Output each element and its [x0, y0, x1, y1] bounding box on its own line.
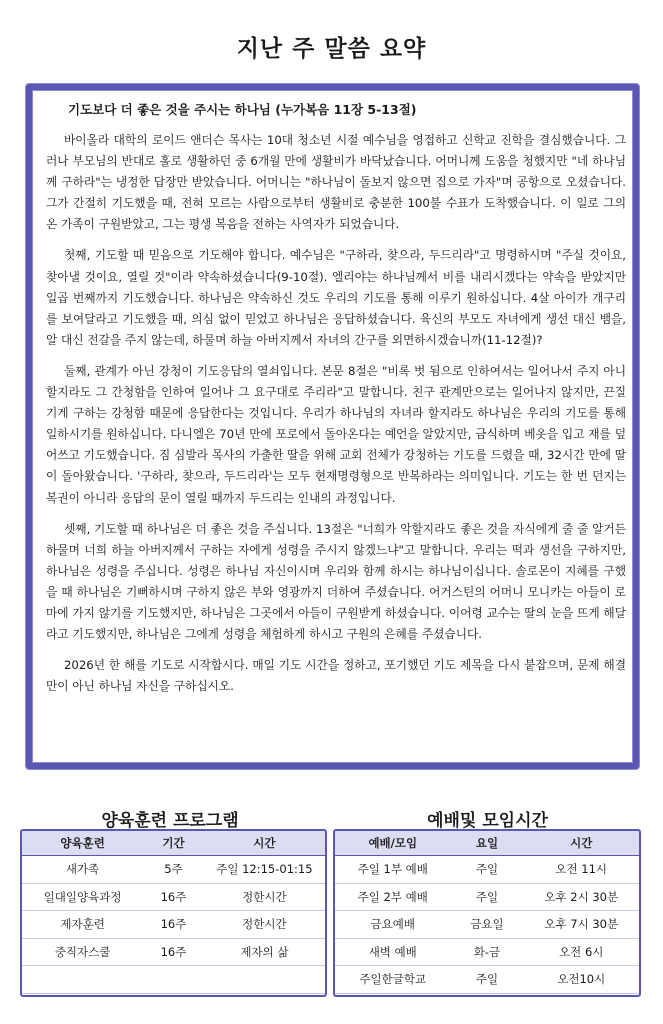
training-table [22, 831, 325, 994]
worship-cell: 오전 11시 [523, 856, 639, 884]
table-row [335, 966, 639, 994]
worship-header-row [335, 831, 639, 856]
worship-cell: 오후 7시 30분 [523, 911, 639, 939]
training-cell: 16주 [143, 883, 204, 911]
training-table-box [20, 829, 327, 997]
worship-cell: 주일 [451, 966, 524, 994]
training-cell: 정한시간 [204, 911, 325, 939]
sermon-paragraph-closing: 2026년 한 해를 기도로 시작합시다. 매일 기도 시간을 정하고, 포기했던 기도 제목을 다시 붙잡으며, 문제 해결만이 아닌 하나님 자신을 구하십시오. [46, 658, 626, 694]
training-header-row [22, 831, 325, 856]
training-cell: 새가족 [22, 856, 143, 884]
table-row-empty [22, 966, 325, 994]
training-cell: 일대일양육과정 [22, 883, 143, 911]
training-header-duration: 기간 [143, 831, 204, 856]
worship-header-service: 예배/모임 [335, 831, 451, 856]
worship-header-day: 요일 [451, 831, 524, 856]
training-cell: 제자의 삶 [204, 938, 325, 966]
training-header-time: 시간 [204, 831, 325, 856]
table-row [22, 856, 325, 884]
training-cell: 중직자스쿨 [22, 938, 143, 966]
worship-cell: 새벽 예배 [335, 938, 451, 966]
table-row [335, 883, 639, 911]
training-section-title: 양육훈련 프로그램 [101, 811, 239, 831]
training-cell: 제자훈련 [22, 911, 143, 939]
training-cell [204, 966, 325, 994]
sermon-summary-frame [26, 84, 639, 769]
worship-cell: 주일 1부 예배 [335, 856, 451, 884]
worship-cell: 금요예배 [335, 911, 451, 939]
worship-cell: 주일 [451, 883, 524, 911]
training-cell [22, 966, 143, 994]
worship-cell: 주일한글학교 [335, 966, 451, 994]
training-cell: 정한시간 [204, 883, 325, 911]
worship-cell: 주일 [451, 856, 524, 884]
training-cell: 주일 12:15-01:15 [204, 856, 325, 884]
worship-header-time: 시간 [523, 831, 639, 856]
table-row [335, 856, 639, 884]
table-row [22, 883, 325, 911]
worship-cell: 오전10시 [523, 966, 639, 994]
sermon-title: 기도보다 더 좋은 것을 주시는 하나님 (누가복음 11장 5-13절) [68, 102, 417, 117]
worship-cell: 주일 2부 예배 [335, 883, 451, 911]
table-row [335, 911, 639, 939]
worship-table-box [333, 829, 641, 997]
worship-cell: 화-금 [451, 938, 524, 966]
training-header-program: 양육훈련 [22, 831, 143, 856]
training-cell: 5주 [143, 856, 204, 884]
training-cell [143, 966, 204, 994]
worship-cell: 오후 2시 30분 [523, 883, 639, 911]
table-row [22, 938, 325, 966]
worship-section-title: 예배및 모임시간 [427, 811, 548, 831]
page-title: 지난 주 말씀 요약 [236, 36, 427, 62]
worship-cell: 금요일 [451, 911, 524, 939]
sermon-paragraph-intro: 바이올라 대학의 로이드 앤더슨 목사는 10대 청소년 시절 예수님을 영접하고 신학교 진학을 결심했습니다. 그러나 부모님의 반대로 홀로 생활하던 중 6개월 만에 생활비가 바닥났습니다. 어머니께 도움을 청했지만 "네 하나님께 구하라"는 냉정한 답장만 받았습니다. 어머니는 "하나님이 돌보지 않으면 집으로 가자"며 공항으로 오셨습니다. 그가 간절히 기도했을 때, 전혀 모르는 사람으로부터 생활비로 충분한 100불 수표가 도착했습니다. 이 일로 그의 온 가족이 구원받았고, 그는 평생 복음을 전하는 사역자가 되었습니다. [46, 133, 626, 232]
sermon-paragraph-third: 셋째, 기도할 때 하나님은 더 좋은 것을 주십니다. 13절은 "너희가 악할지라도 좋은 것을 자식에게 줄 줄 알거든 하물며 너희 하늘 아버지께서 구하는 자에게 성령을 주시지 않겠느냐"고 말합니다. 우리는 떡과 생선을 구하지만, 하나님은 성령을 주십니다. 성령은 하나님 자신이시며 우리와 함께 하시는 하나님이십니다. 솔로몬이 지혜를 구했을 때 하나님은 기뻐하시며 구하지 않은 부와 영광까지 더하여 주셨습니다. 어거스틴의 어머니 모니카는 아들이 로마에 가지 않기를 기도했지만, 하나님은 그곳에서 아들이 구원받게 하셨습니다. 이어령 교수는 딸의 눈을 뜨게 해달라고 기도했지만, 하나님은 그에게 성령을 체험하게 하시고 구원의 은혜를 주셨습니다. [46, 521, 626, 642]
table-row [335, 938, 639, 966]
training-cell: 16주 [143, 911, 204, 939]
training-cell: 16주 [143, 938, 204, 966]
table-row [22, 911, 325, 939]
worship-table [335, 831, 639, 994]
worship-cell: 오전 6시 [523, 938, 639, 966]
sermon-paragraph-first: 첫째, 기도할 때 믿음으로 기도해야 합니다. 예수님은 "구하라, 찾으라, 두드리라"고 명령하시며 "주실 것이요, 찾아낼 것이요, 열릴 것"이라 약속하셨습니다(9-10절). 엘리야는 하나님께서 비를 내리시겠다는 약속을 받았지만 일곱 번째까지 기도했습니다. 하나님은 약속하신 것도 우리의 기도를 통해 이루기 원하십니다. 4살 아이가 개구리를 보여달라고 기도했을 때, 의심 없이 믿었고 하나님은 응답하셨습니다. 육신의 부모도 자녀에게 생선 대신 뱀을, 알 대신 전갈을 주지 않는데, 하물며 하늘 아버지께서 자녀의 간구를 외면하시겠습니까(11-12절)? [46, 248, 626, 347]
sermon-paragraph-second: 둘째, 관계가 아닌 강청이 기도응답의 열쇠입니다. 본문 8절은 "비록 벗 됨으로 인하여서는 일어나서 주지 아니할지라도 그 간청함을 인하여 일어나 그 요구대로 주리라"고 말합니다. 친구 관계만으로는 일어나지 않지만, 끈질기게 구하는 강청함 때문에 응답한다는 것입니다. 우리가 하나님의 자녀라 할지라도 하나님은 우리의 기도를 통해 일하시기를 원하십니다. 다니엘은 70년 만에 포로에서 돌아온다는 예언을 알았지만, 금식하며 베옷을 입고 재를 덮어쓰고 기도했습니다. 짐 심발라 목사의 가출한 딸을 위해 교회 전체가 강청하는 기도를 드렸을 때, 32시간 만에 딸이 돌아왔습니다. '구하라, 찾으라, 두드리라'는 모두 현재명령형으로 반복하라는 의미입니다. 기도는 한 번 던지는 복권이 아니라 응답의 문이 열릴 때까지 두드리는 인내의 과정입니다. [46, 363, 626, 505]
